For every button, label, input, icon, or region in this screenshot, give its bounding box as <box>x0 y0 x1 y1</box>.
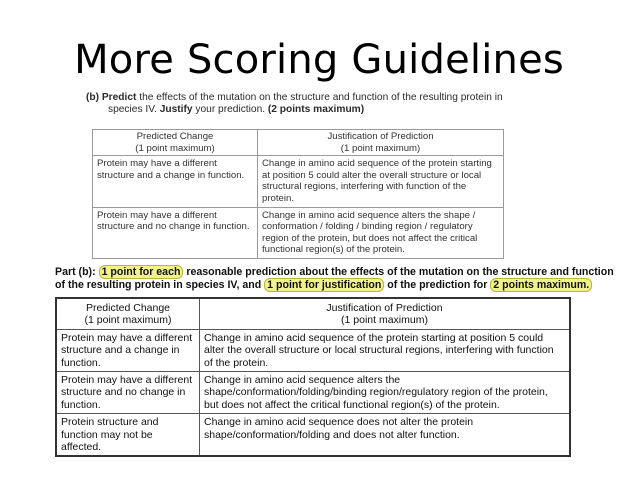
header-col1-points: (1 point maximum) <box>84 314 172 327</box>
part-b-line2a: of the resulting protein in species IV, and <box>55 278 265 291</box>
table-row <box>56 329 570 371</box>
question-line2a: species IV. <box>108 104 160 115</box>
header-justification <box>200 298 571 329</box>
question-justify: Justify <box>159 104 193 115</box>
cell-change: Protein structure and function may not be affected. <box>56 414 200 457</box>
highlight-justification: 1 point for justification <box>264 278 384 292</box>
scan-cell-justification: Change in amino acid sequence alters the shape / conformation / folding / binding region / regulatory region of the protein, but does not affect the critical functional region(s) of the protein. <box>258 207 504 258</box>
highlight-point-each: 1 point for each <box>99 265 184 279</box>
question-predict: Predict <box>101 92 137 103</box>
scan-cell-change: Protein may have a different structure and no change in function. <box>93 207 258 258</box>
highlight-max-points: 2 points maximum. <box>490 278 592 292</box>
scan-cell-change: Protein may have a different structure and a change in function. <box>93 156 258 207</box>
scan-table-row <box>93 156 504 207</box>
scan-header-row <box>93 130 504 156</box>
header-col2-points: (1 point maximum) <box>341 314 428 327</box>
table-row <box>56 372 570 414</box>
scan-cell-justification: Change in amino acid sequence of the protein starting at position 5 could alter the overall structure or local structural regions, interfering with function of the protein. <box>258 156 504 207</box>
cell-change: Protein may have a different structure and a change in function. <box>56 329 200 371</box>
slide-title: More Scoring Guidelines <box>74 37 564 83</box>
header-col1-title: Predicted Change <box>85 302 171 314</box>
part-b-line2b: of the prediction for <box>384 278 491 291</box>
scan-header-col2-title: Justification of Prediction <box>327 131 434 142</box>
header-row <box>56 298 570 329</box>
cell-justification: Change in amino acid sequence does not alter the protein shape/conformation/folding and does not alter function. <box>200 414 571 457</box>
question-label: (b) <box>86 92 100 103</box>
scanned-scoring-table <box>92 129 504 259</box>
question-line1: the effects of the mutation on the structure and function of the resulting protein in <box>136 92 503 103</box>
part-b-prefix: Part (b): <box>55 266 96 278</box>
scanned-excerpt <box>82 92 506 256</box>
scoring-table <box>55 297 571 457</box>
part-b-line1: reasonable prediction about the effects of the mutation on the structure and function <box>183 266 614 278</box>
question-text <box>86 92 506 116</box>
question-points: (2 points maximum) <box>267 104 365 115</box>
scan-header-col1-title: Predicted Change <box>136 131 214 142</box>
scan-header-justification <box>258 130 504 156</box>
cell-justification: Change in amino acid sequence alters the shape/conformation/folding/binding region/regulatory region of the protein, but does not affect the critical functional region(s) of the protein. <box>200 372 571 414</box>
part-b-instructions <box>55 266 625 291</box>
header-col2-title: Justification of Prediction <box>326 302 443 314</box>
scan-table-row <box>93 207 504 258</box>
scan-header-col2-points: (1 point maximum) <box>340 142 421 154</box>
scan-header-predicted-change <box>93 130 258 156</box>
table-row <box>56 414 570 457</box>
question-line2b: your prediction. <box>192 104 268 115</box>
header-predicted-change <box>56 298 200 329</box>
cell-change: Protein may have a different structure and no change in function. <box>56 372 200 414</box>
scan-header-col1-points: (1 point maximum) <box>135 142 215 154</box>
cell-justification: Change in amino acid sequence of the protein starting at position 5 could alter the overall structure or local structural regions, interfering with function of the protein. <box>200 329 571 371</box>
